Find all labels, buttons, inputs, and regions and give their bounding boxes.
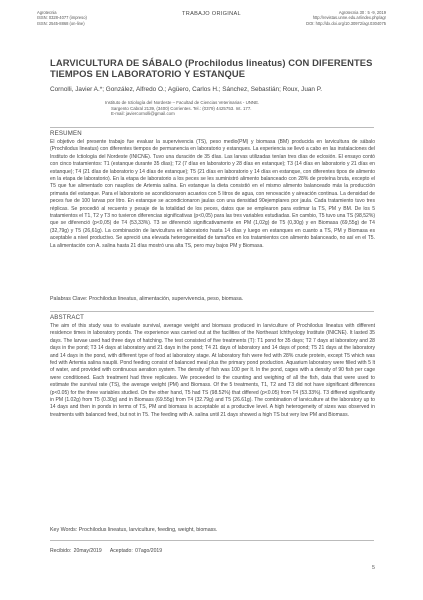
page-number: 5 bbox=[372, 565, 375, 571]
journal-name: Agrotecnia bbox=[37, 10, 57, 15]
article-doi[interactable]: DOI: http://dx.doi.org/10.30972/agr.0304075 bbox=[306, 20, 386, 26]
section-label: TRABAJO ORIGINAL bbox=[182, 11, 241, 17]
affiliation-institute: Instituto de Ictiología del Nordeste – Facultad de Ciencias Veterinarias - UNNE. bbox=[105, 100, 260, 105]
resumen-text: El objetivo del presente trabajo fue evaluar la supervivencia (TS), peso medio(PM) y biomasa (BM) producida en larvicultura de sábalo (Prochilodus lineatus) con diferentes tiempos de permanencia en laboratorio y estanques. La experiencia se llevó a cabo en las instalaciones del Instituto de Ictiología del Nordeste (INICNE). Tuvo una duración de 35 días. Las larvas utilizadas tenían tres días de eclosión. El ensayo contó con cinco tratamientos: T1 (estanque durante 35 días); T2 (7 días en laboratorio y 28 días en estanque); T3 (14 días en laboratorio y 21 días en estanque); T4 (21 días de laboratorio y 14 días de estanque); T5 (21 días en laboratorio y 14 días en estanque, con diferentes tipos de alimento en la etapa de laboratorio). En la etapa de laboratorio a los peces se les suministró alimento balanceado con 28% de proteína bruta, excepto el T5 que fue alimentado con nauplios de Artemia salina. En estanque la dieta consistió en el mismo alimento balanceado más la producción primaria del estanque. Para el laboratorio se acondicionaron acuarios con 5 litros de agua, con renovación y aireación continua. La densidad de peces fue de 100 larvas por litro. En estanque se acondicionaron jaulas con una densidad 90ejemplares por jaula. Cada tratamiento tuvo tres réplicas. Se procedió al recuento y pesaje de la totalidad de los peces, datos que se emplearon para estimar la TS, PM y BM. De los 5 tratamientos el T1, T2 y T3 no tuvieron diferencias significativas (p<0,05) para las tres variables estudiadas. En cambio, T5 tuvo una TS (98,52%) que se diferenció (p<0,05) de T4 (53,33%). T3 se diferenció significativamente en PM (1,02g) de T5 (0,30g) y en Biomasa (69,55g) de T4 (32,79g) y T5 (26,61g). La combinación de larvicultura en laboratorio hasta 14 días y luego en estanques en cuanto a TS, PM y Biomasa es aceptable a nivel productivo. Se apreció una elevada heterogeneidad de tamaños en los tratamientos con alimento balanceado, no así en el T5. La alimentación con A. salina hasta 21 días mostró una alta TS, pero muy bajos PM y Biomasa. bbox=[50, 139, 375, 249]
issn-online: ISSN: 2545-8868 (on-line) bbox=[37, 20, 85, 26]
accepted-date: Aceptado: 07ago/2019 bbox=[109, 548, 163, 554]
issn-print: ISSN: 0328-4077 (impreso) bbox=[37, 15, 87, 21]
affiliation-address: Sargento Cabral 2139, (3400) Corrientes. Tel.: (0379) 4425753. Int. 177. bbox=[111, 105, 252, 111]
resumen-heading: RESUMEN bbox=[50, 130, 82, 137]
abstract-keywords: Key Words: Prochilodus lineatus, larviculture, feeding, weight, biomass. bbox=[50, 527, 218, 533]
journal-url[interactable]: http://revistas.unne.edu.ar/index.php/agr bbox=[312, 15, 386, 21]
author-list: Cornolli, Javier A.*; González, Alfredo O.; Agüero, Carlos H.; Sánchez, Sebastián; Roux, Juan P. bbox=[50, 86, 322, 93]
divider-top bbox=[50, 127, 374, 128]
divider-middle bbox=[50, 311, 374, 312]
article-title: LARVICULTURA DE SÁBALO (Prochilodus lineatus) CON DIFERENTES TIEMPOS EN LABORATORIO Y ESTANQUE bbox=[50, 57, 373, 79]
journal-citation bbox=[306, 10, 386, 26]
affiliation-email[interactable]: E-mail: javiercornolli@gmail.com bbox=[111, 111, 175, 117]
abstract-heading: ABSTRACT bbox=[50, 314, 85, 321]
abstract-text: The aim of this study was to evaluate survival, average weight and biomass produced in larviculture of Prochilodus lineatus with different residence times in laboratory ponds. The experience was carried out at the facilities of the Northeast Ichthyology Institute (INICNE). It lasted 35 days. The larvae used had three days of hatching. The test consisted of five treatments (T): T1 pond for 35 days; T2 7 days at laboratory and 28 days in the pond; T3 14 days at laboratory and 21 days in the pond; T4 21 days of laboratory and 14 days of pond; T5 21 days at the laboratory and 14 days in the pond, with different type of food at laboratory stage. At laboratory fish were fed with 28% crude protein, except T5 which was fed with Artemia salina nauplii. Pond feeding consist of balanced meal plus the primary pond production. Aquarium laboratory were filled with 5 lt of water, and provided with continuous aeration system. The density of fish was 100 per lt. In the pond, cages with a density of 90 fish per cage were conditioned. Each treatment had three replicates. We proceeded to the counting and weighing of all the fish, data that were used to estimate the survival rate (TS), the average weight (PM) and Biomass. Of the 5 treatments, T1, T2 and T3 did not have significant differences (p<0.05) for the three variables studied. On the other hand, T5 had TS (98.52%) that differed (p<0.05) from T4 (53.33%). T3 differed significantly in PM (1.02g) from T5 (0.30g) and in Biomass (69.55g) from T4 (32.79g) and T5 (26.61g). The combination of larviculture at the laboratory up to 14 days and then in ponds in terms of TS, PM and biomass is acceptable at a productive level. A high heterogeneity of sizes was observed in treatments with balanced feed, but not in T5. The feeding with A. salina until 21 days showed a high TS but very low PM and Biomass. bbox=[50, 323, 375, 418]
affiliation bbox=[105, 100, 355, 117]
divider-bottom bbox=[50, 540, 374, 541]
received-date: Recibido: 20may/2019 bbox=[50, 548, 102, 554]
volume-issue: Agrotecnia 30 : 5 -9, 2019 bbox=[338, 10, 386, 15]
resumen-keywords: Palabras Clave: Prochilodus lineatus, alimentación, supervivencia, peso, biomasa. bbox=[50, 296, 244, 302]
submission-dates bbox=[50, 548, 168, 554]
